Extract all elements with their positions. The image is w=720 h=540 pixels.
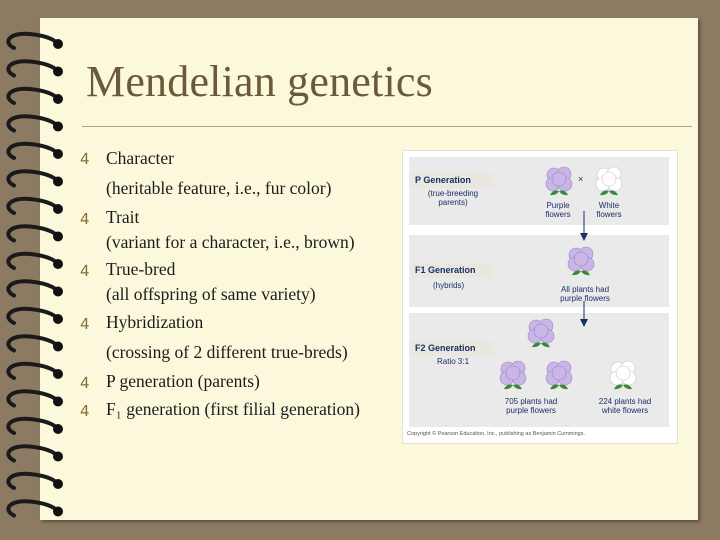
- binding-ring: [8, 281, 56, 295]
- binding-ring: [8, 391, 56, 405]
- f1-generation-sub: (hybrids): [433, 281, 465, 290]
- binding-hole: [53, 204, 63, 214]
- spiral-binding: [0, 0, 80, 540]
- bullet-icon: 4: [80, 374, 90, 392]
- white-flower-icon: [596, 167, 622, 191]
- p-generation-sub: (true-breeding parents): [427, 189, 479, 207]
- bullet-p-generation: P generation (parents): [106, 371, 260, 391]
- mendel-cross-figure: [402, 150, 678, 444]
- f2-purple-count: 705 plants had purple flowers: [504, 397, 558, 415]
- slide-title: Mendelian genetics: [86, 57, 433, 106]
- bullet-hybridization-detail: (crossing of 2 different true-breds): [106, 342, 348, 362]
- binding-hole: [53, 369, 63, 379]
- binding-hole: [53, 177, 63, 187]
- copyright-caption: Copyright © Pearson Education, Inc., publishing as Benjamin Cummings.: [407, 431, 586, 437]
- binding-ring: [8, 61, 56, 75]
- cross-symbol: ×: [578, 174, 584, 184]
- binding-ring: [8, 226, 56, 240]
- bullet-character: Character: [106, 148, 175, 168]
- bullet-icon: 4: [80, 210, 90, 228]
- bullet-true-bred-detail: (all offspring of same variety): [106, 284, 316, 304]
- f2-ratio: Ratio 3:1: [437, 357, 470, 366]
- binding-hole: [53, 94, 63, 104]
- binding-ring: [8, 419, 56, 433]
- binding-hole: [53, 67, 63, 77]
- binding-hole: [53, 149, 63, 159]
- binding-ring: [8, 144, 56, 158]
- arrow-head-icon: [580, 233, 588, 241]
- binding-hole: [53, 259, 63, 269]
- f2-generation-label: F2 Generation: [411, 341, 493, 356]
- binding-hole: [53, 287, 63, 297]
- bullet-character-detail: (heritable feature, i.e., fur color): [106, 178, 332, 198]
- title-divider: [82, 126, 692, 127]
- bullet-icon: 4: [80, 315, 90, 333]
- binding-ring: [8, 199, 56, 213]
- binding-hole: [53, 424, 63, 434]
- bullet-f1-generation: F₁ generation (first filial generation): [106, 399, 360, 419]
- purple-flower-icon: [546, 167, 572, 191]
- bullet-true-bred: True-bred: [106, 259, 176, 279]
- arrow-head-icon: [580, 319, 588, 327]
- binding-hole: [53, 507, 63, 517]
- binding-hole: [53, 452, 63, 462]
- bullet-hybridization: Hybridization: [106, 312, 204, 332]
- purple-flowers-label: Purple flowers: [545, 201, 571, 219]
- binding-ring: [8, 34, 56, 48]
- binding-hole: [53, 342, 63, 352]
- binding-ring: [8, 116, 56, 130]
- f2-purple-flower-icon: [500, 319, 572, 385]
- binding-ring: [8, 474, 56, 488]
- binding-hole: [53, 314, 63, 324]
- binding-hole: [53, 397, 63, 407]
- binding-ring: [8, 89, 56, 103]
- binding-ring: [8, 364, 56, 378]
- binding-ring: [8, 336, 56, 350]
- bullet-trait: Trait: [106, 207, 140, 227]
- binding-ring: [8, 171, 56, 185]
- figure-artwork: [403, 151, 677, 443]
- binding-ring: [8, 309, 56, 323]
- f1-purple-flower-icon: [568, 247, 594, 271]
- white-flowers-label: White flowers: [596, 201, 622, 219]
- bullet-trait-detail: (variant for a character, i.e., brown): [106, 232, 355, 252]
- binding-ring: [8, 501, 56, 515]
- binding-ring: [8, 446, 56, 460]
- p-generation-label: P Generation: [411, 173, 493, 188]
- bullet-icon: 4: [80, 262, 90, 280]
- binding-hole: [53, 39, 63, 49]
- f2-white-flower-icon: [610, 361, 636, 385]
- binding-hole: [53, 232, 63, 242]
- f2-white-count: 224 plants had white flowers: [598, 397, 652, 415]
- binding-ring: [8, 254, 56, 268]
- f1-result-label: All plants had purple flowers: [560, 285, 610, 303]
- binding-hole: [53, 479, 63, 489]
- f1-generation-label: F1 Generation: [411, 263, 493, 278]
- bullet-icon: 4: [80, 402, 90, 420]
- bullet-icon: 4: [80, 150, 90, 168]
- binding-hole: [53, 122, 63, 132]
